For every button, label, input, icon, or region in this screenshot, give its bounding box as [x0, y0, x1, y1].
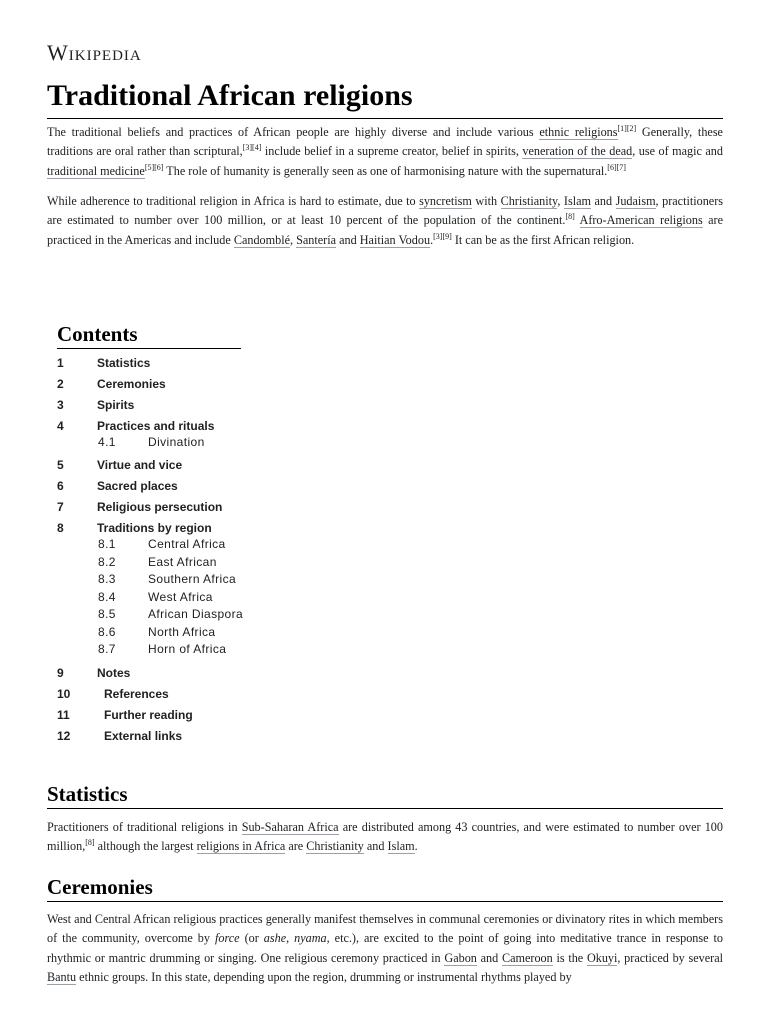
link-christianity[interactable]: Christianity	[500, 194, 558, 208]
toc-label[interactable]: Practices and rituals	[97, 418, 215, 433]
toc-subitem-african-diaspora[interactable]	[57, 606, 317, 624]
text: , practiced by several	[617, 950, 723, 965]
link-religions-in-africa[interactable]: religions in Africa	[196, 839, 286, 854]
toc-number: 8.3	[98, 572, 116, 587]
toc-label[interactable]: Horn of Africa	[148, 642, 227, 657]
toc-number: 8.4	[98, 589, 116, 604]
link-haitian-vodou[interactable]: Haitian Vodou	[359, 232, 431, 247]
toc-number: 9	[57, 665, 64, 680]
link-islam[interactable]: Islam	[563, 194, 591, 208]
toc-number: 12	[57, 728, 71, 743]
table-of-contents	[57, 322, 317, 746]
toc-label[interactable]: External links	[104, 728, 183, 743]
toc-item-notes[interactable]	[57, 662, 317, 683]
statistics-paragraph	[47, 818, 723, 857]
text: and	[363, 839, 388, 854]
text: , practitioners are estimated to number over 100 million, or at least 10 percent of the population of the continent.	[47, 194, 724, 228]
toc-number: 10	[57, 686, 71, 701]
toc-number: 2	[57, 376, 64, 391]
toc-number: 5	[57, 458, 64, 472]
toc-label[interactable]: African Diaspora	[148, 607, 244, 622]
intro-paragraph-1	[47, 123, 723, 181]
section-heading-ceremonies: Ceremonies	[47, 875, 723, 902]
toc-number: 8.1	[98, 537, 116, 552]
toc-label[interactable]: Divination	[148, 434, 205, 449]
toc-item-virtue-and-vice[interactable]	[57, 455, 317, 476]
text: are practiced in the Americas and include	[47, 213, 723, 247]
text: although the largest	[94, 839, 197, 854]
toc-label[interactable]: Sacred places	[97, 479, 178, 493]
link-veneration-of-the-dead[interactable]: veneration of the dead	[522, 144, 633, 159]
link-syncretism[interactable]: syncretism	[419, 194, 472, 208]
toc-subitem-southern-africa[interactable]	[57, 571, 317, 589]
toc-number: 8.7	[98, 642, 116, 657]
section-heading-statistics: Statistics	[47, 782, 723, 809]
toc-number: 1	[57, 355, 64, 370]
link-bantu[interactable]: Bantu	[47, 970, 77, 985]
toc-label[interactable]: Central Africa	[148, 537, 226, 552]
text: Generally, these traditions are oral rather than scriptural,	[47, 125, 723, 159]
toc-item-references[interactable]	[57, 683, 317, 704]
toc-number: 3	[57, 397, 64, 412]
toc-subitem-west-africa[interactable]	[57, 588, 317, 606]
text: The traditional beliefs and practices of African people are highly diverse and include various	[47, 125, 540, 139]
wikipedia-wordmark[interactable]: Wikipedia	[47, 40, 142, 65]
citation-6-7[interactable]: [6][7]	[607, 162, 626, 172]
text: The role of humanity is generally seen as one of harmonising nature with the supernatural.	[163, 163, 608, 178]
toc-number: 8.6	[98, 624, 116, 639]
link-islam[interactable]: Islam	[387, 839, 415, 854]
text: ,	[290, 232, 297, 247]
toc-subitem-horn-of-africa[interactable]	[57, 641, 317, 659]
toc-number: 6	[57, 479, 64, 493]
link-christianity[interactable]: Christianity	[306, 839, 364, 854]
text: .	[414, 839, 418, 854]
text: with	[471, 194, 501, 208]
link-judaism[interactable]: Judaism	[615, 194, 656, 208]
toc-number: 7	[57, 500, 64, 514]
toc-item-statistics[interactable]	[57, 352, 317, 373]
toc-subgroup-regions	[57, 536, 317, 659]
link-sub-saharan-africa[interactable]: Sub-Saharan Africa	[241, 820, 339, 834]
link-ethnic-religions[interactable]: ethnic religions	[539, 125, 618, 139]
toc-number: 8	[57, 521, 64, 535]
term-force: force	[214, 931, 240, 946]
toc-subitem-divination[interactable]	[57, 433, 317, 451]
text: West and Central African religious practices generally manifest themselves in communal ceremonies or divinatory rites in which members of the community, overcome by	[47, 912, 723, 946]
toc-subitem-east-african[interactable]	[57, 553, 317, 571]
link-gabon[interactable]: Gabon	[444, 950, 477, 965]
citation-8[interactable]: [8]	[85, 838, 95, 848]
text	[575, 213, 580, 227]
citation-3-9[interactable]: [3][9]	[433, 231, 452, 241]
toc-subitem-central-africa[interactable]	[57, 536, 317, 554]
toc-item-ceremonies[interactable]	[57, 373, 317, 394]
text: ,	[557, 194, 564, 208]
text: ethnic groups. In this state, depending upon the region, drumming or instrumental rhythms played by	[76, 970, 572, 985]
text: and	[476, 950, 502, 965]
toc-label[interactable]: North Africa	[148, 624, 216, 639]
text: It can be as the first African religion.	[451, 232, 635, 247]
intro-paragraph-2	[47, 192, 723, 250]
text: include belief in a supreme creator, belief in spirits,	[261, 144, 523, 159]
citation-8[interactable]: [8]	[565, 212, 575, 222]
text: and	[590, 194, 616, 208]
term-nyama: nyama	[294, 931, 327, 946]
text: and	[336, 232, 360, 247]
toc-label[interactable]: Spirits	[97, 397, 135, 412]
toc-number: 4	[57, 418, 64, 433]
article-title: Traditional African religions	[47, 76, 723, 119]
toc-item-spirits[interactable]	[57, 394, 317, 415]
citation-5-6[interactable]: [5][6]	[144, 162, 164, 172]
ceremonies-paragraph	[47, 910, 723, 988]
toc-subitem-north-africa[interactable]	[57, 623, 317, 641]
link-afro-american-religions[interactable]: Afro-American religions	[579, 213, 703, 228]
toc-label[interactable]: West Africa	[148, 589, 213, 604]
toc-item-sacred-places[interactable]	[57, 476, 317, 497]
toc-number: 8.2	[98, 554, 116, 569]
text: are distributed among 43 countries, and were estimated to number over 100 million,	[47, 820, 723, 854]
text: ,	[286, 931, 295, 946]
link-candomble[interactable]: Candomblé	[233, 232, 291, 247]
text: , etc.), are excited to the point of going into meditative trance in response to rhythmic or mantric drumming or singing. One religious ceremony practiced in	[47, 931, 723, 965]
text: While adherence to traditional religion in Africa is hard to estimate, due to	[47, 194, 420, 208]
toc-number: 11	[57, 707, 70, 722]
toc-number: 8.5	[98, 607, 116, 622]
link-cameroon[interactable]: Cameroon	[501, 950, 553, 965]
link-okuyi[interactable]: Okuyi	[586, 950, 618, 965]
text: (or	[239, 931, 264, 946]
citation-1-2[interactable]: [1][2]	[617, 123, 637, 133]
text: Practitioners of traditional religions in	[47, 820, 242, 834]
toc-label[interactable]: Notes	[97, 665, 131, 680]
text: .	[430, 232, 434, 247]
toc-title: Contents	[57, 322, 241, 349]
text: , use of magic and	[632, 144, 723, 159]
text: are	[285, 839, 307, 854]
toc-label[interactable]: East African	[148, 554, 217, 569]
toc-label[interactable]: Ceremonies	[97, 376, 166, 391]
toc-subgroup-practices	[57, 433, 317, 451]
toc-item-religious-persecution[interactable]	[57, 497, 317, 518]
toc-label[interactable]: References	[104, 686, 169, 701]
toc-label[interactable]: Further reading	[104, 707, 193, 722]
toc-label[interactable]: Religious persecution	[97, 500, 223, 514]
toc-label[interactable]: Traditions by region	[97, 521, 212, 535]
text: is the	[552, 950, 587, 965]
term-ashe: ashe	[263, 931, 287, 946]
toc-label[interactable]: Statistics	[97, 355, 151, 370]
toc-label[interactable]: Southern Africa	[148, 572, 237, 587]
link-traditional-medicine[interactable]: traditional medicine	[47, 163, 145, 178]
toc-number: 4.1	[98, 434, 116, 449]
toc-item-external-links[interactable]	[57, 725, 317, 746]
toc-item-further-reading[interactable]	[57, 704, 317, 725]
citation-3-4[interactable]: [3][4]	[242, 143, 262, 153]
toc-label[interactable]: Virtue and vice	[97, 458, 183, 472]
link-santeria[interactable]: Santería	[296, 232, 337, 247]
